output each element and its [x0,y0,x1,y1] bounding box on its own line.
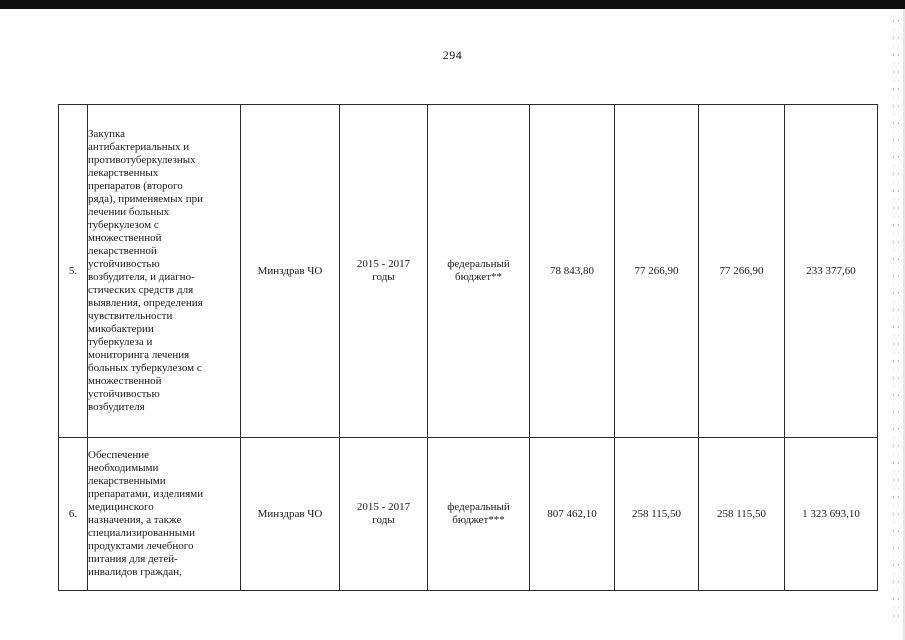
measure-name-line: антибактериальных и [88,141,190,153]
executor: Минздрав ЧО [241,438,340,591]
period [340,105,428,438]
measure-name-line: лечении больных [88,206,170,218]
measure-name-line: назначения, а также [88,514,182,526]
executor: Минздрав ЧО [241,105,340,438]
measure-name-line: возбудителя, и диагно- [88,271,195,283]
period-years: 2015 - 2017 [356,501,411,513]
amount-2016: 258 115,50 [615,438,699,591]
row-number: 5. [59,105,88,438]
measure-name-line: мониторинга лечения [88,349,190,361]
funding-source [428,105,530,438]
period-unit: годы [372,271,395,283]
scan-edge-speckle [898,20,899,620]
measure-name-line: лекарственных [88,167,159,179]
measure-name-line: туберкулезом с [88,219,159,231]
funding-source-line: бюджет** [455,271,502,283]
funding-source [428,438,530,591]
funding-source-line: федеральный [447,501,510,513]
measure-name-line: Обеспечение [88,449,149,461]
amount-2017: 258 115,50 [699,438,785,591]
amount-2015: 78 843,80 [530,105,615,438]
measure-name-line: множественной [88,232,162,244]
table-row [59,438,878,591]
scan-top-border [0,0,905,9]
amount-total: 1 323 693,10 [785,438,878,591]
measure-name [88,105,241,438]
funding-source-line: бюджет*** [452,514,505,526]
measure-name-line: питания для детей- [88,553,178,565]
amount-2016: 77 266,90 [615,105,699,438]
measure-name-line: выявления, определения [88,297,203,309]
measure-name-line: продуктами лечебного [88,540,194,552]
measure-name-line: медицинского [88,501,154,513]
measure-name-line: препаратами, изделиями [88,488,204,500]
scan-edge-speckle [893,20,894,620]
amount-2015: 807 462,10 [530,438,615,591]
measure-name-line: препаратов (второго [88,180,183,192]
measure-name-line: возбудителя [88,401,145,413]
measure-name-line: ряда), применяемых при [88,193,204,205]
row-number: 6. [59,438,88,591]
amount-2017: 77 266,90 [699,105,785,438]
measure-name [88,438,241,591]
measure-name-line: лекарственной [88,245,157,257]
measure-name-line: туберкулеза и [88,336,153,348]
period [340,438,428,591]
measure-name-line: множественной [88,375,162,387]
measure-name-line: противотуберкулезных [88,154,196,166]
funding-source-line: федеральный [447,258,510,270]
measure-name-line: устойчивостью [88,388,160,400]
measure-name-line: стических средств для [88,284,194,296]
measure-name-line: необходимыми [88,462,159,474]
measure-name-line: лекарственными [88,475,166,487]
table-row [59,105,878,438]
measure-name-line: чувствительности [88,310,173,322]
measure-name-line: устойчивостью [88,258,160,270]
measure-name-line: инвалидов граждан, [88,566,182,578]
budget-table [58,104,878,591]
measure-name-line: Закупка [88,128,126,140]
amount-total: 233 377,60 [785,105,878,438]
period-unit: годы [372,514,395,526]
measure-name-line: больных туберкулезом с [88,362,202,374]
period-years: 2015 - 2017 [356,258,411,270]
page-number: 294 [442,48,463,62]
measure-name-line: микобактерии [88,323,154,335]
measure-name-line: специализированными [88,527,195,539]
